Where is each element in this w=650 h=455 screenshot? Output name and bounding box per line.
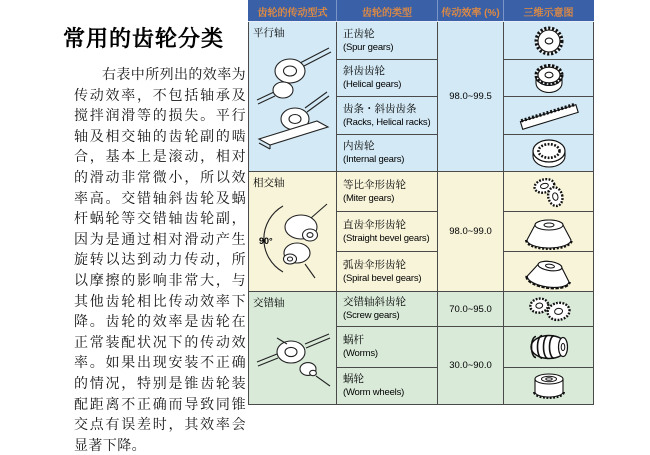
- type-cell-screw: [337, 292, 438, 327]
- gear-name-en: (Worms): [343, 348, 378, 359]
- image-cell-rack: [504, 97, 594, 135]
- gear-name-cn: 交错轴斜齿轮: [343, 296, 406, 308]
- gear-name-cn: 斜齿齿轮: [343, 65, 385, 77]
- col-header-3d-view: 三维示意图: [504, 1, 594, 22]
- image-cell-screw: [504, 292, 594, 327]
- type-cell-worm-wheel: [337, 368, 438, 405]
- svg-text:90°: 90°: [258, 236, 273, 246]
- efficiency-cell-screw: 70.0~95.0: [438, 292, 504, 327]
- gear-classification-table: [248, 0, 593, 403]
- col-header-gear-type: 齿轮的类型: [337, 1, 438, 22]
- type-cell-rack: [337, 97, 438, 135]
- parallel-shafts-drawing-icon: [253, 42, 333, 160]
- image-cell-helical: [504, 60, 594, 97]
- straight-bevel-gear-icon: [513, 213, 585, 251]
- gear-name-cn: 等比伞形齿轮: [343, 178, 406, 191]
- rack-icon: [513, 98, 585, 134]
- table-row: [249, 172, 594, 212]
- axis-label: 相交轴: [253, 177, 285, 189]
- internal-gear-icon: [513, 135, 585, 171]
- type-cell-spur: [337, 22, 438, 60]
- table-row: [249, 22, 594, 60]
- table-row: [249, 292, 594, 327]
- image-cell-miter: [504, 172, 594, 212]
- gear-name-cn: 正齿轮: [343, 27, 375, 40]
- col-header-transmission-type: 齿轮的传动型式: [249, 1, 337, 22]
- gear-name-en: (Worm wheels): [343, 387, 405, 398]
- helical-gear-icon: [513, 60, 585, 96]
- efficiency-cell-intersecting: 98.0~99.0: [438, 172, 504, 292]
- spiral-bevel-gear-icon: [513, 253, 585, 291]
- axis-label: 交错轴: [253, 297, 285, 309]
- image-cell-worm: [504, 327, 594, 368]
- page-title: 常用的齿轮分类: [63, 26, 225, 51]
- gear-name-en: (Screw gears): [343, 310, 400, 321]
- gear-name-cn: 齿条・斜齿齿条: [343, 102, 417, 115]
- axis-cell-intersecting: [249, 172, 337, 292]
- gear-name-cn: 蜗杆: [343, 334, 364, 346]
- screw-gears-icon: [513, 292, 585, 326]
- image-cell-worm-wheel: [504, 368, 594, 405]
- gear-name-en: (Racks, Helical racks): [343, 116, 431, 128]
- crossed-shafts-drawing-icon: [253, 312, 333, 396]
- spur-gear-icon: [513, 23, 585, 59]
- type-cell-worm: [337, 327, 438, 368]
- image-cell-straight-bevel: [504, 212, 594, 252]
- worm-wheel-icon: [513, 368, 585, 404]
- type-cell-straight-bevel: [337, 212, 438, 252]
- worm-icon: [513, 328, 585, 366]
- image-cell-internal: [504, 135, 594, 172]
- type-cell-spiral-bevel: [337, 252, 438, 292]
- gear-name-cn: 直齿伞形齿轮: [343, 218, 406, 231]
- type-cell-miter: [337, 172, 438, 212]
- axis-label: 平行轴: [253, 27, 285, 39]
- gear-name-en: (Miter gears): [343, 192, 395, 204]
- intersecting-shafts-drawing-icon: [253, 192, 333, 284]
- header-row: [249, 1, 594, 22]
- gear-name-en: (Straight bevel gears): [343, 232, 430, 244]
- gear-name-cn: 内齿轮: [343, 140, 375, 152]
- efficiency-cell-parallel: 98.0~99.5: [438, 22, 504, 172]
- intro-paragraph: 右表中所列出的效率为传动效率，不包括轴承及搅拌润滑等的损失。平行轴及相交轴的齿轮副的啮合，基本上是滚动，相对的滑动非常微小，所以效率高。交错轴斜齿轮及蜗杆蜗轮等交错轴齿轮副，因为是通过相对滑动产生旋转以达到动力传动，所以摩擦的影响非常大，与其他齿轮相比传动效率下降。齿轮的效率是齿轮在正常装配状况下的传动效率。如果出现安装不正确的情况，特别是锥齿轮装配距离不正确而导致同锥交点有误差时，其效率会显著下降。: [74, 66, 246, 453]
- gear-name-en: (Spur gears): [343, 41, 394, 53]
- type-cell-helical: [337, 60, 438, 97]
- gear-name-en: (Internal gears): [343, 154, 405, 165]
- image-cell-spiral-bevel: [504, 252, 594, 292]
- gear-name-cn: 弧齿伞形齿轮: [343, 258, 406, 271]
- gear-name-en: (Spiral bevel gears): [343, 272, 422, 284]
- axis-cell-crossed: [249, 292, 337, 405]
- miter-gears-icon: [513, 173, 585, 211]
- type-cell-internal: [337, 135, 438, 172]
- left-text-panel: [0, 0, 248, 453]
- axis-cell-parallel: [249, 22, 337, 172]
- efficiency-cell-worm: 30.0~90.0: [438, 327, 504, 405]
- col-header-efficiency: 传动效率 (%): [438, 1, 504, 22]
- image-cell-spur: [504, 22, 594, 60]
- gear-name-cn: 蜗轮: [343, 373, 364, 385]
- gear-name-en: (Helical gears): [343, 79, 402, 90]
